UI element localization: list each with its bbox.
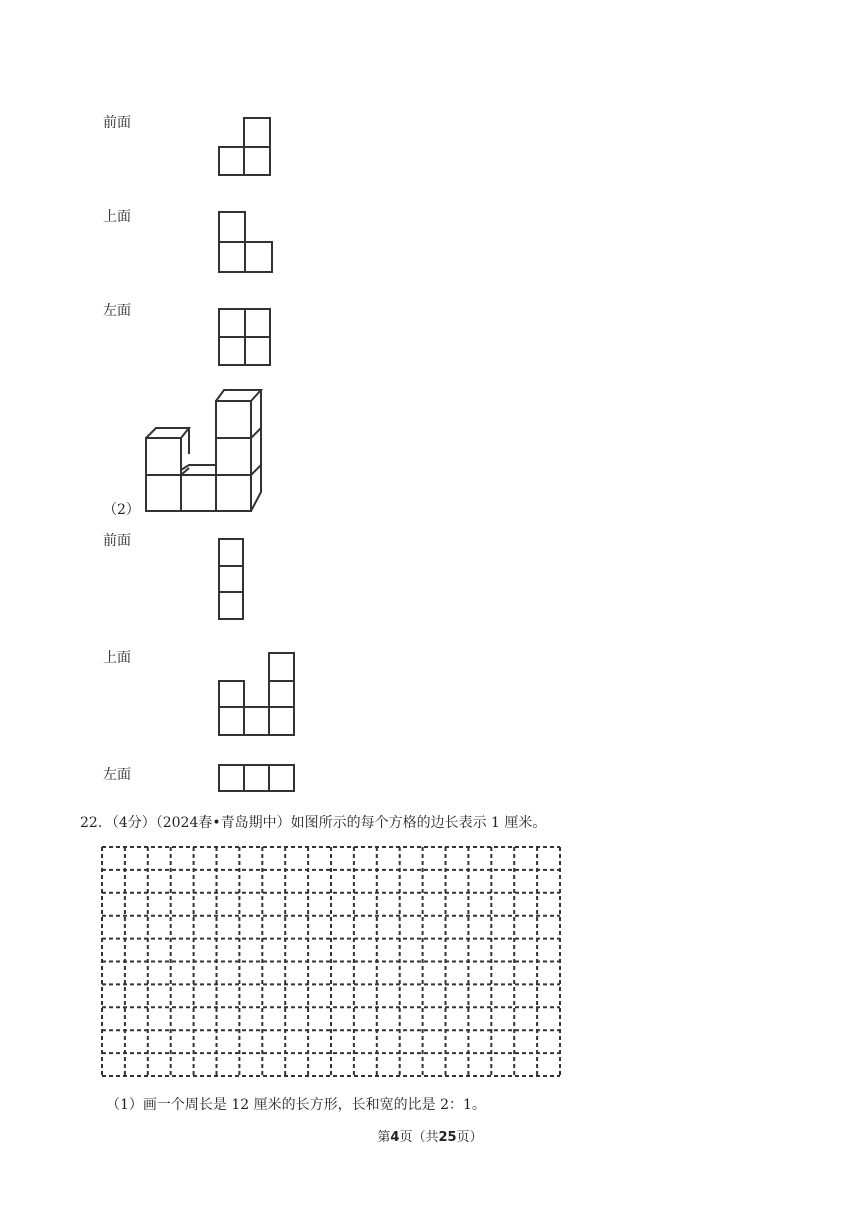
top-label-2: 上面	[103, 650, 131, 666]
left-label-2: 左面	[103, 767, 131, 783]
top-label-1: 上面	[103, 209, 131, 225]
dashed-square-grid[interactable]	[101, 846, 563, 1078]
front-label-2: 前面	[103, 533, 131, 549]
front-label-1: 前面	[103, 115, 131, 131]
page-number: 4	[390, 1130, 400, 1145]
top-view-1	[217, 210, 275, 274]
front-view-2	[217, 537, 245, 622]
question-22-text: 22．（4分）（2024春•青岛期中）如图所示的每个方格的边长表示 1 厘米。	[80, 815, 547, 831]
page-footer: 第4页（共25页）	[377, 1130, 483, 1145]
total-pages: 25	[438, 1130, 457, 1145]
left-view-1	[217, 307, 273, 368]
left-label-1: 左面	[103, 303, 131, 319]
question-22-sub1: （1）画一个周长是 12 厘米的长方形，长和宽的比是 2：1。	[106, 1097, 486, 1113]
part-number-label: （2）	[103, 502, 140, 518]
left-view-2	[217, 763, 297, 793]
top-view-2	[217, 651, 297, 739]
front-view-1	[217, 116, 273, 178]
cube-stack-figure	[140, 384, 270, 516]
